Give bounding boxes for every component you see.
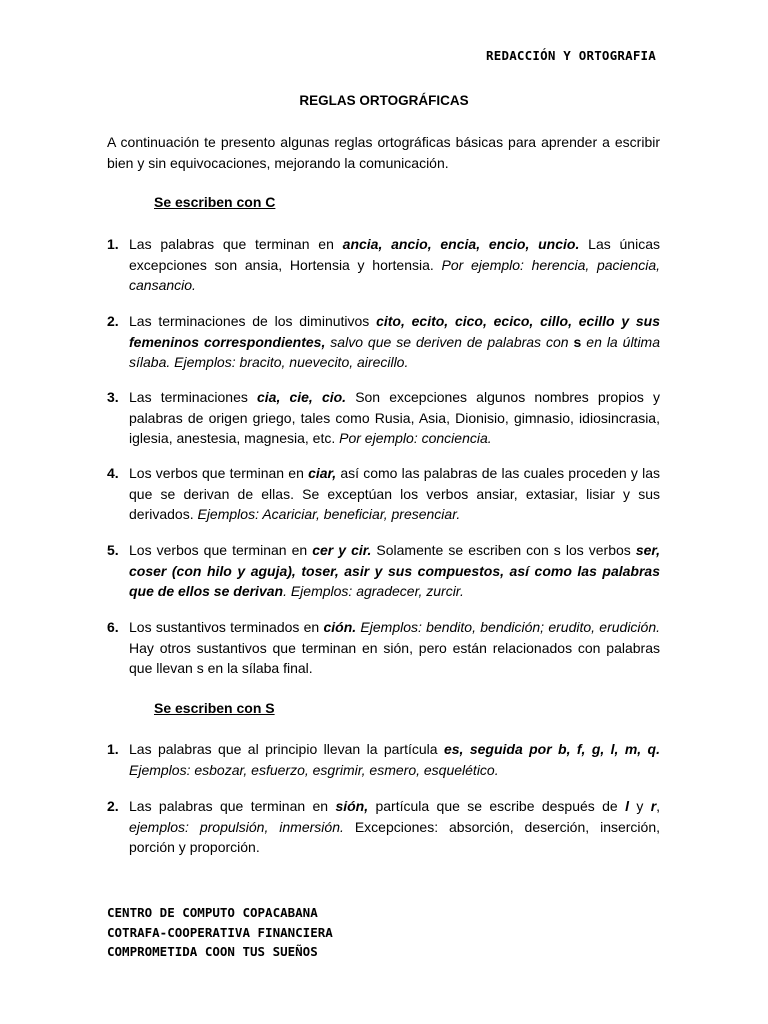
rule-c-6 bbox=[107, 617, 660, 679]
rule-text-segment: Por ejemplo: conciencia. bbox=[339, 430, 492, 446]
rule-text-segment: es, seguida por b, f, g, l, m, q. bbox=[443, 741, 660, 757]
rule-number: 1. bbox=[107, 236, 119, 252]
rule-c-2 bbox=[107, 311, 660, 373]
rule-text bbox=[129, 463, 660, 525]
rule-text bbox=[129, 796, 660, 858]
rule-text-segment: Las palabras que terminan en bbox=[129, 236, 343, 252]
rule-c-3 bbox=[107, 387, 660, 449]
rule-text-segment: Ejemplos: Acariciar, beneficiar, presenciar. bbox=[197, 506, 461, 522]
rule-text bbox=[129, 540, 660, 602]
rule-text-segment: Son excepciones algunos nombres propios y palabras de origen griego, tales como Rusia, Asia, Dionisio, gimnasio, idiosincrasia, iglesia, anestesia, magnesia, etc. bbox=[129, 389, 660, 446]
rule-c-4 bbox=[107, 463, 660, 525]
rule-number: 2. bbox=[107, 798, 119, 814]
rule-text-segment: Solamente se escriben con s los verbos bbox=[371, 542, 636, 558]
rule-text-segment: Las terminaciones de los diminutivos bbox=[129, 313, 377, 329]
section-title-s: Se escriben con S bbox=[154, 700, 275, 716]
rule-text bbox=[129, 617, 660, 679]
section-title-c: Se escriben con C bbox=[154, 194, 276, 210]
rule-text-segment: , bbox=[656, 798, 661, 814]
rule-text-segment: ejemplos: propulsión, inmersión. bbox=[129, 818, 344, 835]
rule-s-2 bbox=[107, 796, 660, 858]
rule-text-segment: s bbox=[573, 333, 582, 350]
rule-text-segment: ser, coser (con hilo y aguja), toser, asir y sus compuestos, así como las palabras que de ellos se derivan bbox=[129, 542, 660, 599]
rule-text-segment: ancia, ancio, encia, encio, uncio. bbox=[342, 236, 580, 252]
rule-text-segment: Hay otros sustantivos que terminan en sión, pero están relacionados con palabras que llevan s en la sílaba final. bbox=[129, 639, 660, 676]
rule-text-segment: . Ejemplos: agradecer, zurcir. bbox=[283, 583, 464, 599]
rule-number: 5. bbox=[107, 542, 119, 558]
course-header: REDACCIÓN Y ORTOGRAFIA bbox=[486, 48, 656, 63]
rule-text-segment: sión, bbox=[335, 798, 369, 814]
rule-text-segment: Las únicas excepciones son ansia, Hortensia y hortensia. bbox=[129, 236, 660, 273]
rule-text-segment: Las palabras que terminan en bbox=[129, 798, 336, 814]
rule-text-segment: Los verbos que terminan en bbox=[129, 542, 313, 558]
rule-text-segment: Las terminaciones bbox=[129, 389, 257, 405]
rule-number: 3. bbox=[107, 389, 119, 405]
footer-line-2: COTRAFA-COOPERATIVA FINANCIERA bbox=[107, 924, 333, 940]
rule-text-segment: salvo que se deriven de palabras con bbox=[325, 333, 574, 350]
rule-text bbox=[129, 311, 660, 373]
rule-number: 6. bbox=[107, 619, 119, 635]
rule-text-segment: cer y cir. bbox=[312, 542, 372, 558]
rule-number: 4. bbox=[107, 465, 119, 481]
rule-text-segment: cito, ecito, cico, ecico, cillo, ecillo y sus femeninos correspondientes, bbox=[129, 313, 661, 350]
rule-text-segment: Excepciones: absorción, deserción, inserción, porción y proporción. bbox=[129, 818, 661, 855]
rule-text-segment: así como las palabras de las cuales proceden y las que se derivan de ellas. Se exceptúan los verbos ansiar, extasiar, lisiar y sus derivados. bbox=[129, 465, 660, 522]
rule-text-segment: Los verbos que terminan en bbox=[129, 465, 309, 481]
rule-text-segment: l bbox=[625, 798, 629, 814]
rule-number: 1. bbox=[107, 741, 119, 757]
rule-text-segment: ciar, bbox=[308, 465, 337, 481]
rule-text-segment: y bbox=[628, 798, 651, 814]
rule-c-1 bbox=[107, 234, 660, 296]
rule-text-segment: r bbox=[650, 798, 657, 814]
rule-text bbox=[129, 234, 660, 296]
rule-text-segment: Ejemplos: bendito, bendición; erudito, erudición. bbox=[356, 619, 661, 635]
rule-c-5 bbox=[107, 540, 660, 602]
rule-text-segment: cia, cie, cio. bbox=[256, 389, 347, 405]
rule-text-segment: Por ejemplo: herencia, paciencia, cansancio. bbox=[129, 256, 661, 293]
footer-block bbox=[107, 903, 333, 962]
rule-text-segment: ción. bbox=[323, 619, 357, 635]
footer-line-3: COMPROMETIDA COON TUS SUEÑOS bbox=[107, 944, 318, 959]
rule-text-segment: en la última sílaba. Ejemplos: bracito, nuevecito, airecillo. bbox=[129, 333, 661, 370]
rule-text-segment: Los sustantivos terminados en bbox=[129, 619, 324, 635]
rule-text-segment: Las palabras que al principio llevan la partícula bbox=[129, 741, 444, 757]
document-title: REGLAS ORTOGRÁFICAS bbox=[299, 93, 469, 108]
rule-number: 2. bbox=[107, 313, 119, 329]
footer-line-1: CENTRO DE COMPUTO COPACABANA bbox=[107, 905, 318, 920]
intro-paragraph: A continuación te presento algunas reglas ortográficas básicas para aprender a escribir bien y sin equivocaciones, mejorando la comunicación. bbox=[107, 134, 660, 171]
rule-text bbox=[129, 739, 660, 780]
rule-text-segment: Ejemplos: esbozar, esfuerzo, esgrimir, esmero, esquelético. bbox=[129, 761, 499, 778]
rule-text-segment: partícula que se escribe después de bbox=[368, 798, 626, 814]
rule-text bbox=[129, 387, 660, 449]
rule-s-1 bbox=[107, 739, 660, 780]
